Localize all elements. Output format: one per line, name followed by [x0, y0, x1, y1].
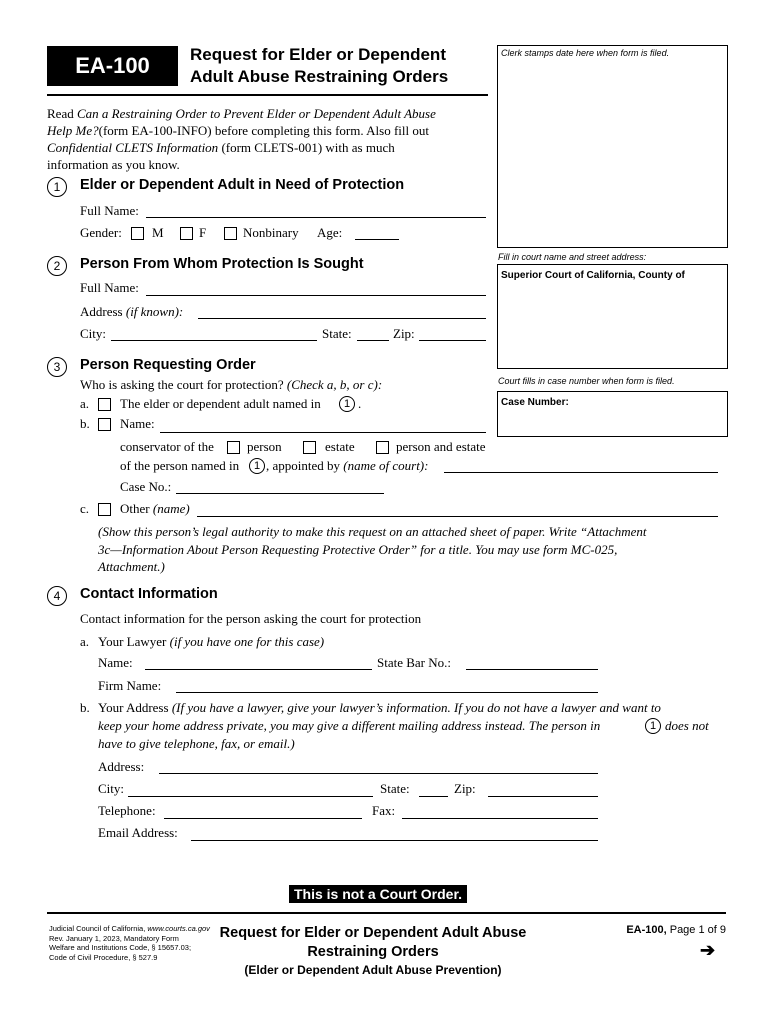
s3-c-other-text: Other — [120, 501, 153, 516]
s3-c-other-label — [120, 501, 190, 517]
footer-jc-line2: Rev. January 1, 2023, Mandatory Form — [49, 933, 179, 943]
s4-email-field[interactable] — [191, 840, 598, 841]
s4-b-hint2-end: does not — [665, 718, 709, 733]
clerk-stamp-box — [497, 45, 728, 248]
s3-a-text: The elder or dependent adult named in — [120, 396, 321, 411]
section-2-number: 2 — [47, 256, 67, 276]
section-3-number: 3 — [47, 357, 67, 377]
s3-appointed-label — [266, 458, 428, 474]
s1-gender-m-label: M — [152, 225, 164, 240]
s1-full-name-field[interactable] — [146, 217, 486, 218]
s3-of-person-label: of the person named in — [120, 458, 240, 473]
s2-address-text: Address — [80, 304, 126, 319]
s4-zip-field[interactable] — [488, 796, 598, 797]
s3-c-other-field[interactable] — [197, 516, 718, 517]
s4-phone-label: Telephone: — [98, 803, 156, 818]
s3-a-letter: a. — [80, 396, 90, 411]
next-page-arrow-icon[interactable]: ➔ — [700, 940, 716, 960]
clerk-stamp-note: Clerk stamps date here when form is filed. — [501, 48, 670, 58]
s4-city-label: City: — [98, 781, 125, 796]
s3-question-text: Who is asking the court for protection? — [80, 377, 287, 392]
footer-left — [49, 924, 210, 962]
s3-note-line2: 3c—Information About Person Requesting Protective Order” for a title. You may use form MC-025, — [98, 542, 618, 557]
court-label: Superior Court of California, County of — [501, 270, 685, 281]
s3-cons-label: conservator of the — [120, 439, 214, 454]
intro-read: Read — [47, 106, 77, 121]
s4-address-field[interactable] — [159, 773, 598, 774]
s4-intro: Contact information for the person asking the court for protection — [80, 611, 422, 626]
s1-gender-nonbinary-label: Nonbinary — [243, 225, 299, 240]
s1-gender-f-checkbox[interactable] — [180, 227, 193, 240]
footer-subtitle: (Elder or Dependent Adult Abuse Prevention) — [244, 963, 502, 977]
form-title-line2: Adult Abuse Restraining Orders — [190, 67, 449, 86]
s4-firm-label: Firm Name: — [98, 678, 162, 693]
s3-cons-both-label: person and estate — [396, 439, 486, 454]
s1-gender-nonbinary-checkbox[interactable] — [224, 227, 237, 240]
s3-a-checkbox[interactable] — [98, 398, 111, 411]
section-1-number: 1 — [47, 177, 67, 197]
footer-jc-text: Judicial Council of California, — [49, 924, 148, 933]
s2-state-label: State: — [322, 326, 352, 341]
s4-address-label: Address: — [98, 759, 145, 774]
footer-jc-url[interactable]: www.courts.ca.gov — [147, 924, 210, 933]
s2-zip-label: Zip: — [393, 326, 415, 341]
section-4-title: Contact Information — [80, 586, 218, 602]
footer-title-block — [218, 924, 528, 978]
footer-page-info — [608, 924, 726, 936]
intro-line1 — [47, 106, 436, 122]
s3-case-no-label: Case No.: — [120, 479, 172, 494]
s4-state-field[interactable] — [419, 796, 448, 797]
s4-b-hint2: keep your home address private, you may give a different mailing address instead. The person in — [98, 718, 601, 733]
s2-full-name-label: Full Name: — [80, 280, 139, 295]
s1-gender-label: Gender: — [80, 225, 122, 240]
s2-state-field[interactable] — [357, 340, 389, 341]
s3-case-no-field[interactable] — [176, 493, 384, 494]
s3-cons-estate-checkbox[interactable] — [303, 441, 316, 454]
s4-a-text: Your Lawyer — [98, 634, 170, 649]
s3-c-checkbox[interactable] — [98, 503, 111, 516]
footer-rule — [47, 912, 726, 914]
s3-cons-both-checkbox[interactable] — [376, 441, 389, 454]
s3-cons-estate-label: estate — [325, 439, 355, 454]
s2-address-field[interactable] — [198, 318, 486, 319]
s4-b-text: Your Address — [98, 700, 172, 715]
section-2-title: Person From Whom Protection Is Sought — [80, 256, 364, 272]
s3-b-checkbox[interactable] — [98, 418, 111, 431]
s1-age-field[interactable] — [355, 239, 399, 240]
section-1-title: Elder or Dependent Adult in Need of Protection — [80, 177, 405, 193]
s4-email-label: Email Address: — [98, 825, 178, 840]
s3-question — [80, 377, 382, 393]
info-title-2: Help Me? — [47, 123, 99, 138]
form-title-line1: Request for Elder or Dependent — [190, 45, 446, 64]
s3-cons-person-checkbox[interactable] — [227, 441, 240, 454]
s4-bar-field[interactable] — [466, 669, 598, 670]
s1-age-label: Age: — [317, 225, 343, 240]
footer-jc-line1 — [49, 924, 210, 934]
s2-address-label — [80, 304, 183, 320]
footer-title-line1: Request for Elder or Dependent Adult Abuse — [219, 925, 527, 941]
s4-a-hint: (if you have one for this case) — [169, 634, 325, 649]
header-rule — [47, 94, 488, 96]
clets-title: Confidential CLETS Information — [47, 140, 219, 155]
s3-c-letter: c. — [80, 501, 90, 516]
s4-phone-field[interactable] — [164, 818, 362, 819]
s3-a-end: . — [358, 396, 362, 411]
s4-b-hint1: (If you have a lawyer, give your lawyer’s information. If you do not have a lawyer and want to — [171, 700, 661, 715]
s3-b-letter: b. — [80, 416, 90, 431]
s4-fax-label: Fax: — [372, 803, 396, 818]
s4-b-hint3: have to give telephone, fax, or email.) — [98, 736, 295, 751]
s2-zip-field[interactable] — [419, 340, 486, 341]
s1-gender-f-label: F — [199, 225, 207, 240]
case-number-note: Court fills in case number when form is filed. — [498, 376, 675, 386]
s3-b-name-label: Name: — [120, 416, 155, 431]
form-id-badge: EA-100 — [47, 46, 178, 86]
s4-b-letter: b. — [80, 700, 90, 715]
s3-court-name-field[interactable] — [444, 472, 718, 473]
s4-b-ref: 1 — [645, 718, 661, 734]
intro-line4: information as you know. — [47, 157, 180, 172]
s4-zip-label: Zip: — [454, 781, 476, 796]
clets-form: (form CLETS-001) with as much — [218, 140, 395, 155]
s4-city-field[interactable] — [128, 796, 373, 797]
s3-note-line3: Attachment.) — [98, 559, 165, 574]
s3-question-hint: (Check a, b, or c): — [286, 377, 383, 392]
not-court-order-banner: This is not a Court Order. — [289, 885, 467, 903]
s4-lawyer-name-field[interactable] — [145, 669, 372, 670]
s4-a-letter: a. — [80, 634, 90, 649]
section-3-title: Person Requesting Order — [80, 357, 256, 373]
s2-city-field[interactable] — [111, 340, 317, 341]
s4-b-line1 — [98, 700, 661, 716]
s2-city-label: City: — [80, 326, 107, 341]
s3-c-name-hint: (name) — [152, 501, 190, 516]
case-number-label: Case Number: — [501, 397, 569, 408]
s3-of-person-ref: 1 — [249, 458, 265, 474]
s3-court-name-hint: (name of court): — [343, 458, 429, 473]
s4-fax-field[interactable] — [402, 818, 598, 819]
s3-appointed-text: , appointed by — [266, 458, 344, 473]
s4-bar-label: State Bar No.: — [377, 655, 452, 670]
s4-a-label — [98, 634, 324, 650]
footer-jc-line3: Welfare and Institutions Code, § 15657.03; — [49, 943, 192, 952]
footer-form-id: EA-100, — [626, 924, 667, 936]
s4-state-label: State: — [380, 781, 410, 796]
section-4-number: 4 — [47, 586, 67, 606]
footer-title-line2: Restraining Orders — [307, 944, 439, 960]
court-note: Fill in court name and street address: — [498, 252, 647, 262]
info-form: (form EA-100-INFO) before completing this form. Also fill out — [98, 123, 429, 138]
s2-full-name-field[interactable] — [146, 295, 486, 296]
intro-line3 — [47, 140, 395, 156]
s2-if-known: (if known): — [125, 304, 184, 319]
info-title: Can a Restraining Order to Prevent Elder or Dependent Adult Abuse — [76, 106, 436, 121]
s3-cons-person-label: person — [247, 439, 282, 454]
s3-a-ref: 1 — [339, 396, 355, 412]
s3-note-line1: (Show this person’s legal authority to make this request on an attached sheet of paper. Write “Attachment — [98, 524, 647, 539]
s1-full-name-label: Full Name: — [80, 203, 139, 218]
s3-b-name-field[interactable] — [160, 432, 486, 433]
footer-jc-line4: Code of Civil Procedure, § 527.9 — [49, 952, 158, 962]
s4-firm-field[interactable] — [176, 692, 598, 693]
footer-page-number: Page 1 of 9 — [666, 924, 726, 936]
s1-gender-m-checkbox[interactable] — [131, 227, 144, 240]
s4-lawyer-name-label: Name: — [98, 655, 133, 670]
intro-line2 — [47, 123, 429, 139]
